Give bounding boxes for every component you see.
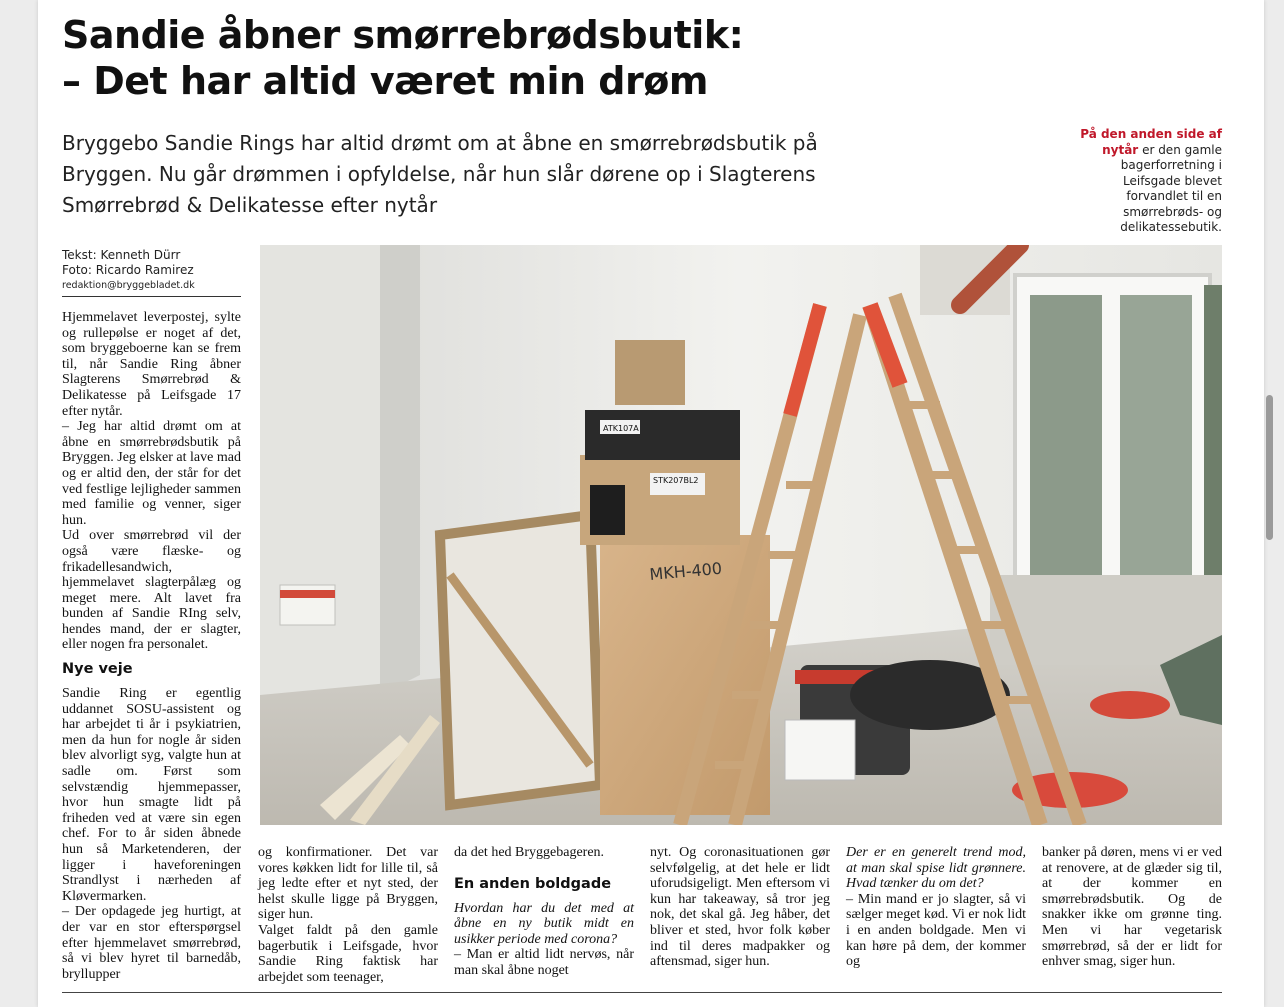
body-paragraph: og konfirmationer. Det var vores køkken lidt for lille til, så jeg ledte efter et nyt sted, der helst skulle ligge på Bryggen, siger hun.: [258, 845, 438, 923]
body-paragraph: – Jeg har altid drømt om at åbne en smørrebrødsbutik på Bryggen. Jeg elsker at lave mad og er altid den, der står for det ved festlige lejligheder sammen med familie og venner, siger hun.: [62, 419, 241, 528]
interview-question: Der er en generelt trend mod, at man skal spise lidt grønnere. Hvad tænker du om det?: [846, 845, 1026, 892]
subheading-en-anden-boldgade: En anden boldgade: [454, 875, 612, 892]
body-paragraph: da det hed Bryggebageren.: [454, 845, 605, 860]
caption-highlight: På den anden side af nytår: [1080, 127, 1222, 157]
text-column-2: [258, 845, 438, 985]
bottom-rule: [62, 992, 1222, 993]
box-label-1-text: ATK107A: [603, 424, 639, 433]
caption-text: er den gamle bagerforretning i Leifsgade blevet forvandlet til en smørrebrøds- og delikatessebutik.: [1120, 142, 1222, 234]
byline: [62, 248, 241, 297]
photo-caption: [1078, 127, 1222, 236]
door-pane-left: [1030, 295, 1102, 575]
top-cardboard: [615, 340, 685, 405]
door-pane-right: [1120, 295, 1192, 575]
byline-photo: Foto: Ricardo Ramirez: [62, 263, 194, 277]
body-paragraph: Hjemmelavet leverpostej, sylte og rullepølse er noget af det, som bryggeboerne kan se frem til, når Sandie Ring åbner Slagterens Smørrebrød & Delikatesse på Leifsgade 17 efter nytår.: [62, 310, 241, 419]
body-paragraph: – Min mand er jo slagter, så vi sælger meget kød. Vi er nok lidt i en anden boldgade. Men vi kan høre på dem, der kommer og: [846, 891, 1026, 970]
crate-marking: MKH-400: [648, 558, 723, 584]
body-paragraph: nyt. Og coronasituationen gør selvfølgelig, at det hele er lidt uforudsigeligt. Men eftersom vi kun har takeaway, så tror jeg nok, det skal gå. Jeg håber, det bliver et sted, hvor folk køber ind til deres madpakker og aftensmad, siger hun.: [650, 845, 830, 970]
body-paragraph: – Der opdagede jeg hurtigt, at der var en stor efterspørgsel efter hjemmelavet smørrebrød, så vi blev hyret til barnedåb, bryllupper: [62, 904, 241, 982]
box-label-2-text: STK207BL2: [653, 476, 699, 485]
byline-text: Tekst: Kenneth Dürr: [62, 248, 181, 262]
body-paragraph: Sandie Ring er egentlig uddannet SOSU-assistent og har arbejdet ti år i psykiatrien, men da hun for nogle år siden blev alvorligt syg, valgte hun at sadle om. Først som selvstændig hjemmepasser, hvor hun smagte lidt på friheden ved at være sin egen chef. For to år siden åbnede hun så Marketenderen, der ligger i haveforeningen Strandlyst i nærheden af Kløvermarken.: [62, 686, 241, 904]
text-column-3: [454, 845, 634, 979]
lead-paragraph: Bryggebo Sandie Rings har altid drømt om at åbne en smørrebrødsbutik på Bryggen. Nu går drømmen i opfyldelse, når hun slår dørene op i Slagterens Smørrebrød & Delikatesse efter nytår: [62, 131, 818, 217]
text-column-1-continued: [62, 660, 241, 982]
byline-email: redaktion@bryggebladet.dk: [62, 280, 195, 291]
subheading-nye-veje: Nye veje: [62, 661, 133, 677]
body-paragraph: Ud over smørrebrød vil der også være flæske- og frikadellesandwich, hjemmelavet slagterpålæg og meget mere. Alt lavet fra bunden af Sandie RIng selv, hendes mand, der er slagter, eller nogen fra personalet.: [62, 528, 241, 653]
scrollbar-thumb[interactable]: [1266, 395, 1273, 540]
text-column-1: [62, 310, 241, 653]
interview-question: Hvordan har du det med at åbne en ny butik midt en usikker periode med corona?: [454, 900, 634, 947]
body-paragraph: banker på døren, mens vi er ved at renovere, at de glæder sig til, at der kommer en smørrebrødsbutik. Og de snakker ikke om grønne ting. Men vi har vegetarisk smørrebrød, så der er lidt for enhver smag, siger hun.: [1042, 845, 1222, 970]
text-column-6: [1042, 845, 1222, 970]
article-photo: [260, 245, 1222, 825]
renovation-shop-photo: [260, 245, 1222, 825]
black-box: [585, 410, 740, 460]
coffee-thermos: [590, 485, 625, 535]
paint-bucket-lid: [280, 590, 335, 598]
headline: [62, 12, 822, 104]
headline-line-1: Sandie åbner smørrebrødsbutik:: [62, 13, 744, 57]
body-paragraph: – Man er altid lidt nervøs, når man skal åbne noget: [454, 947, 634, 978]
corner-shadow: [380, 245, 420, 695]
white-bucket: [785, 720, 855, 780]
text-column-4: [650, 845, 830, 970]
text-column-5: [846, 845, 1026, 970]
headline-line-2: – Det har altid været min drøm: [62, 59, 708, 103]
wrapped-crate: [440, 515, 600, 805]
red-lid: [1090, 691, 1170, 719]
newspaper-page: [38, 0, 1264, 1007]
window-outside: [1204, 285, 1222, 585]
body-paragraph: Valget faldt på den gamle bagerbutik i Leifsgade, hvor Sandie Ring faktisk har arbejdet som teenager,: [258, 922, 438, 985]
